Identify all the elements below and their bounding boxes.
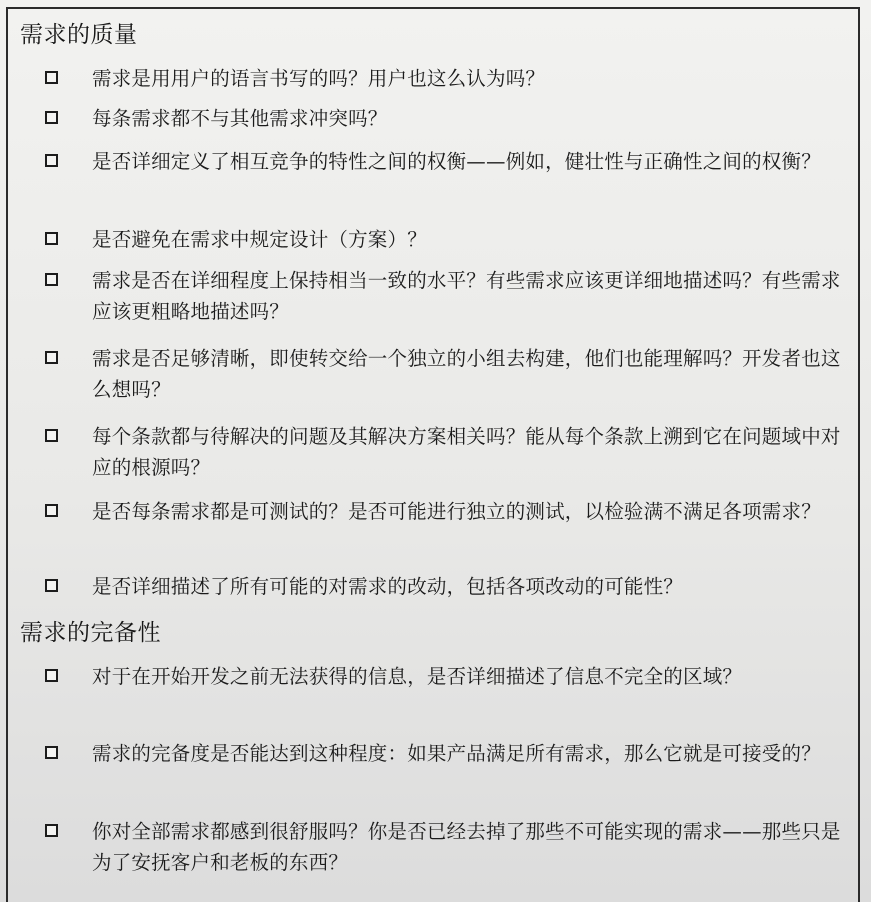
- checkbox[interactable]: [45, 71, 58, 84]
- checkbox[interactable]: [45, 273, 58, 286]
- item-text: 是否避免在需求中规定设计（方案）？: [92, 228, 427, 251]
- checkbox[interactable]: [45, 154, 58, 167]
- item-text: 你对全部需求都感到很舒服吗？你是否已经去掉了那些不可能实现的需求——那些只是为了安抚客户和老板的东西？: [92, 820, 841, 874]
- checkbox[interactable]: [45, 579, 58, 592]
- item-text: 是否详细描述了所有可能的对需求的改动，包括各项改动的可能性？: [92, 575, 684, 598]
- item-text: 对于在开始开发之前无法获得的信息，是否详细描述了信息不完全的区域？: [92, 665, 743, 688]
- section-title-completeness: 需求的完备性: [20, 620, 161, 646]
- checkbox[interactable]: [45, 111, 58, 124]
- item-text: 是否每条需求都是可测试的？是否可能进行独立的测试，以检验满不满足各项需求？: [92, 500, 821, 523]
- checkbox[interactable]: [45, 504, 58, 517]
- section-title-quality: 需求的质量: [20, 22, 138, 48]
- item-text: 需求是否足够清晰，即使转交给一个独立的小组去构建，他们也能理解吗？开发者也这么想吗？: [92, 347, 841, 401]
- checkbox[interactable]: [45, 351, 58, 364]
- item-text: 每个条款都与待解决的问题及其解决方案相关吗？能从每个条款上溯到它在问题域中对应的根源吗？: [92, 425, 841, 479]
- checkbox[interactable]: [45, 429, 58, 442]
- item-text: 需求是否在详细程度上保持相当一致的水平？有些需求应该更详细地描述吗？有些需求应该更粗略地描述吗？: [92, 269, 841, 323]
- checkbox[interactable]: [45, 669, 58, 682]
- checkbox[interactable]: [45, 824, 58, 837]
- item-text: 需求的完备度是否能达到这种程度：如果产品满足所有需求，那么它就是可接受的？: [92, 742, 821, 765]
- item-text: 需求是用用户的语言书写的吗？用户也这么认为吗？: [92, 67, 546, 90]
- checkbox[interactable]: [45, 746, 58, 759]
- item-text: 每条需求都不与其他需求冲突吗？: [92, 107, 388, 130]
- item-text: 是否详细定义了相互竞争的特性之间的权衡——例如，健壮性与正确性之间的权衡？: [92, 150, 821, 173]
- checkbox[interactable]: [45, 232, 58, 245]
